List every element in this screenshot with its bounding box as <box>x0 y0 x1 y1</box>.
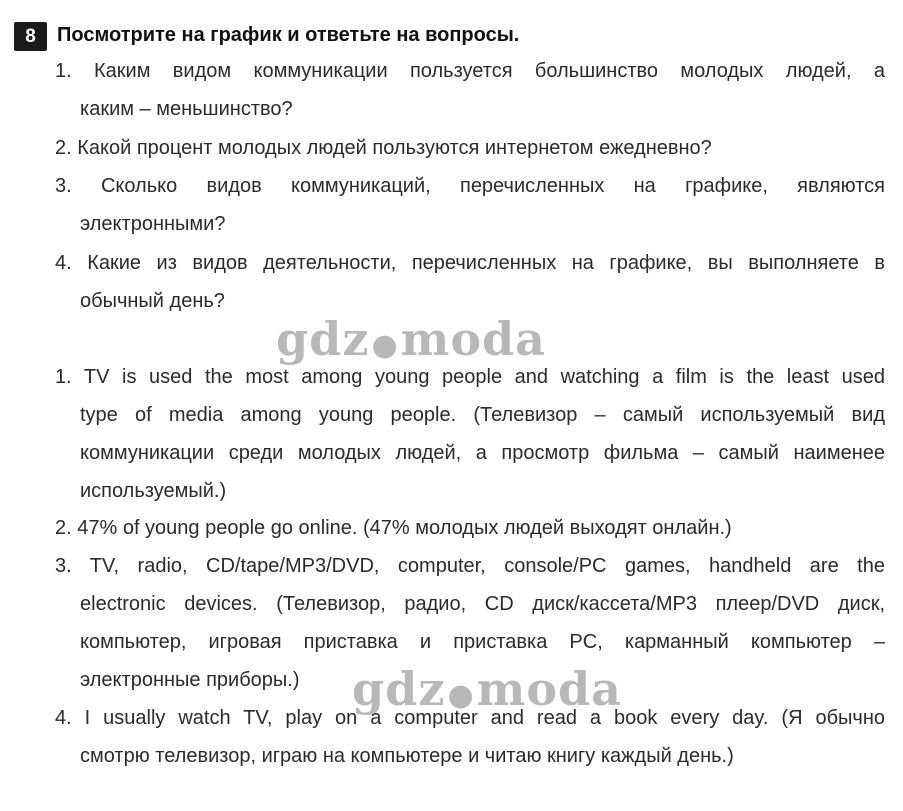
question-line: 4. Какие из видов деятельности, перечисленных на графике, вы выполняете в <box>55 252 885 274</box>
answer-line: 3. TV, radio, CD/tape/MP3/DVD, computer, console/PC games, handheld are the <box>55 555 885 577</box>
answer-line: 4. I usually watch TV, play on a computer and read a book every day. (Я обычно <box>55 707 885 729</box>
answer-line: компьютер, игровая приставка и приставка PC, карманный компьютер – <box>80 631 885 653</box>
question-line: 2. Какой процент молодых людей пользуются интернетом ежедневно? <box>55 137 712 159</box>
answer-line: 2. 47% of young people go online. (47% молодых людей выходят онлайн.) <box>55 517 732 539</box>
answer-line: type of media among young people. (Телевизор – самый используемый вид <box>80 404 885 426</box>
answer-line: коммуникации среди молодых людей, а просмотр фильма – самый наименее <box>80 442 885 464</box>
answer-line: смотрю телевизор, играю на компьютере и читаю книгу каждый день.) <box>80 745 734 767</box>
question-line: 1. Каким видом коммуникации пользуется большинство молодых людей, а <box>55 60 885 82</box>
question-line: электронными? <box>80 213 226 235</box>
answer-line: electronic devices. (Телевизор, радио, CD диск/кассета/MP3 плеер/DVD диск, <box>80 593 885 615</box>
question-line: каким – меньшинство? <box>80 98 293 120</box>
answer-line: используемый.) <box>80 480 227 502</box>
watermark-logo: gdz●moda <box>276 312 546 366</box>
answer-line: 1. TV is used the most among young people and watching a film is the least used <box>55 366 885 388</box>
watermark-logo: gdz●moda <box>352 662 622 716</box>
task-number-badge: 8 <box>14 22 47 51</box>
task-title: Посмотрите на график и ответьте на вопросы. <box>57 24 520 46</box>
answer-line: электронные приборы.) <box>80 669 300 691</box>
question-line: 3. Сколько видов коммуникаций, перечисленных на графике, являются <box>55 175 885 197</box>
question-line: обычный день? <box>80 290 225 312</box>
